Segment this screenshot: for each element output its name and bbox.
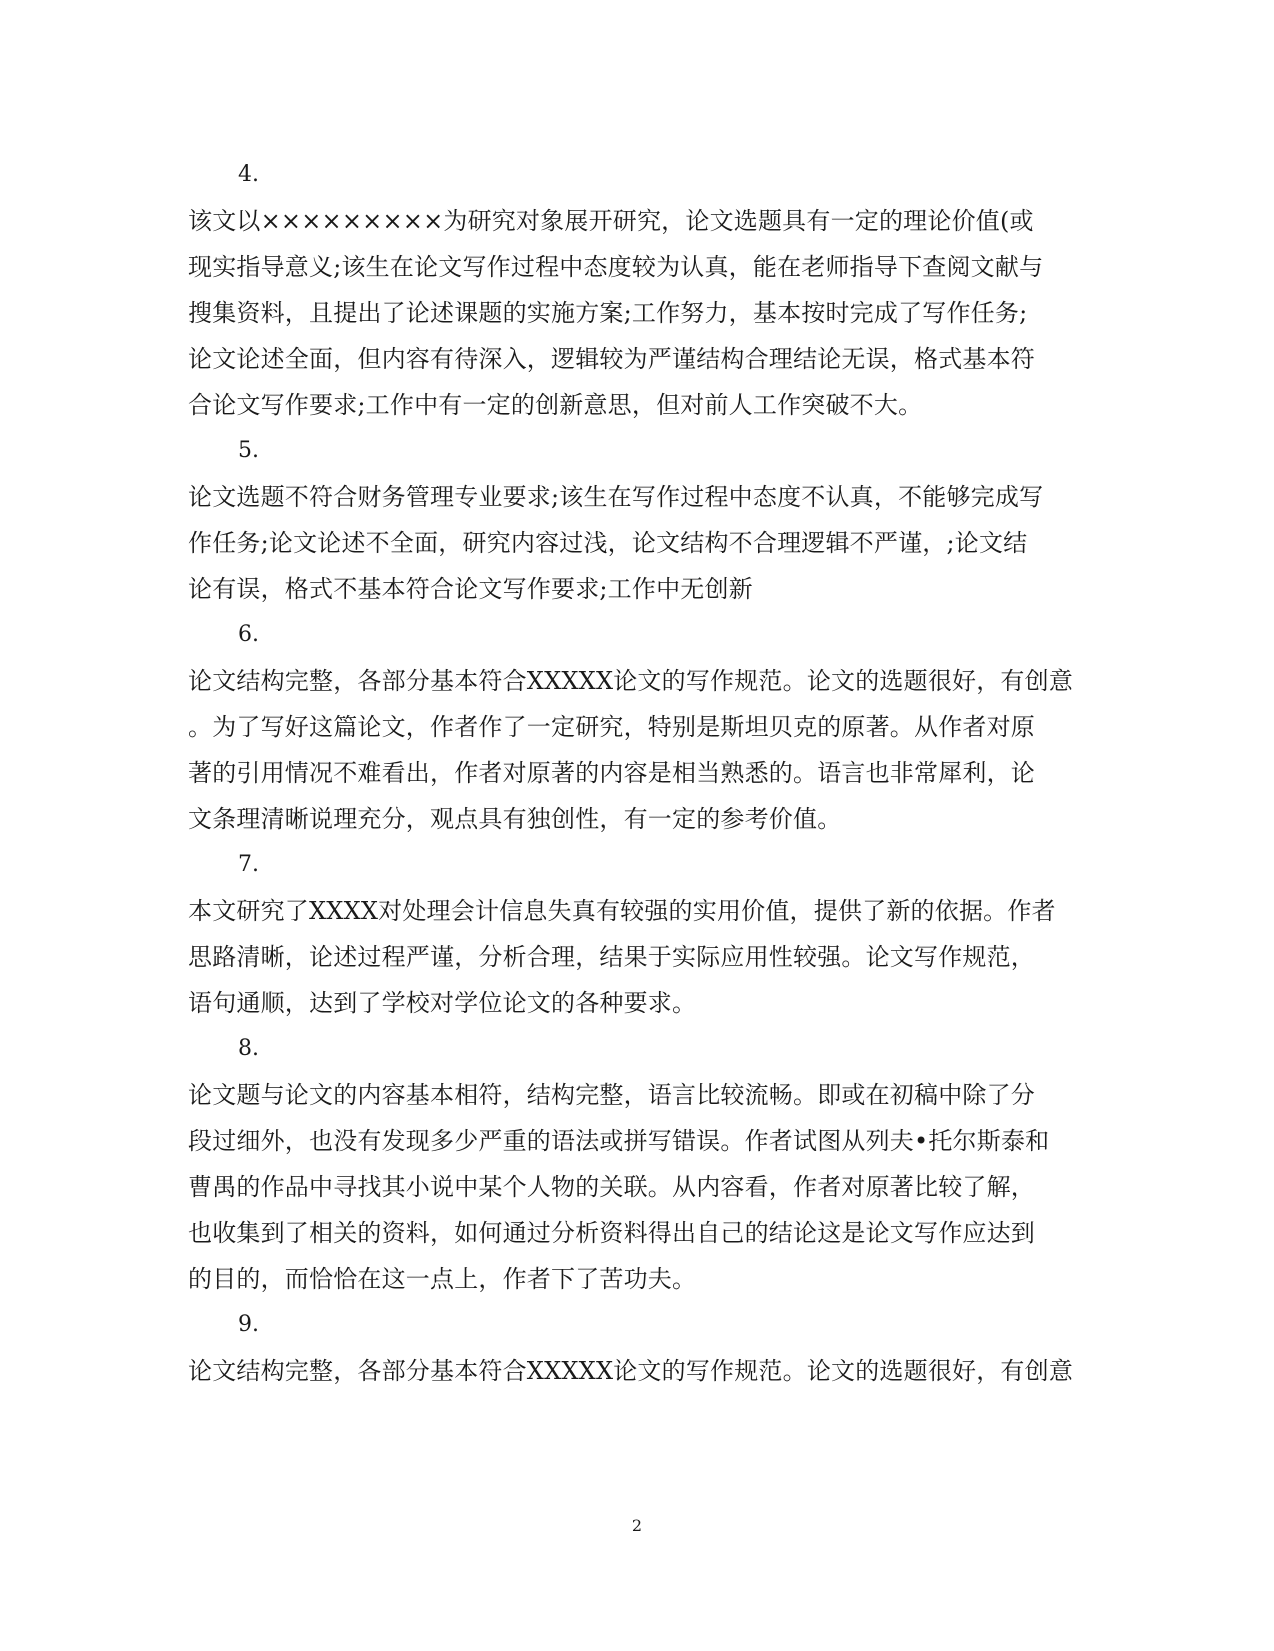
paragraph-line: 的目的，而恰恰在这一点上，作者下了苦功夫。 <box>188 1265 697 1293</box>
section-number: 5. <box>238 438 259 463</box>
paragraph-line: 也收集到了相关的资料，如何通过分析资料得出自己的结论这是论文写作应达到 <box>188 1219 1035 1247</box>
paragraph-line: 语句通顺，达到了学校对学位论文的各种要求。 <box>188 989 697 1017</box>
paragraph-line: 合论文写作要求;工作中有一定的创新意思，但对前人工作突破不大。 <box>188 391 923 419</box>
paragraph-line: 。为了写好这篇论文，作者作了一定研究，特别是斯坦贝克的原著。从作者对原 <box>188 713 1035 741</box>
paragraph-line: 论文题与论文的内容基本相符，结构完整，语言比较流畅。即或在初稿中除了分 <box>188 1081 1035 1109</box>
section-number: 6. <box>238 622 259 647</box>
page-number: 2 <box>631 1516 643 1535</box>
section-number: 9. <box>238 1312 259 1337</box>
paragraph-line: 思路清晰，论述过程严谨，分析合理，结果于实际应用性较强。论文写作规范， <box>188 943 1035 971</box>
paragraph-line: 现实指导意义;该生在论文写作过程中态度较为认真，能在老师指导下查阅文献与 <box>188 253 1044 281</box>
section-number: 4. <box>238 162 259 187</box>
paragraph-line: 段过细外，也没有发现多少严重的语法或拼写错误。作者试图从列夫•托尔斯泰和 <box>188 1127 1050 1155</box>
paragraph-line: 论文结构完整，各部分基本符合XXXXX论文的写作规范。论文的选题很好，有创意 <box>188 1357 1074 1385</box>
paragraph-line: 论有误，格式不基本符合论文写作要求;工作中无创新 <box>188 575 753 603</box>
paragraph-line: 本文研究了XXXX对处理会计信息失真有较强的实用价值，提供了新的依据。作者 <box>188 897 1056 925</box>
paragraph-line: 论文结构完整，各部分基本符合XXXXX论文的写作规范。论文的选题很好，有创意 <box>188 667 1074 695</box>
paragraph-line: 搜集资料，且提出了论述课题的实施方案;工作努力，基本按时完成了写作任务; <box>188 299 1028 327</box>
paragraph-line: 该文以×××××××××为研究对象展开研究，论文选题具有一定的理论价值(或 <box>188 207 1034 235</box>
paragraph-line: 曹禺的作品中寻找其小说中某个人物的关联。从内容看，作者对原著比较了解， <box>188 1173 1035 1201</box>
paragraph-line: 论文论述全面，但内容有待深入，逻辑较为严谨结构合理结论无误，格式基本符 <box>188 345 1035 373</box>
section-number: 7. <box>238 852 259 877</box>
paragraph-line: 作任务;论文论述不全面，研究内容过浅，论文结构不合理逻辑不严谨，;论文结 <box>188 529 1028 557</box>
paragraph-line: 文条理清晰说理充分，观点具有独创性，有一定的参考价值。 <box>188 805 842 833</box>
paragraph-line: 著的引用情况不难看出，作者对原著的内容是相当熟悉的。语言也非常犀利，论 <box>188 759 1035 787</box>
section-number: 8. <box>238 1036 259 1061</box>
paragraph-line: 论文选题不符合财务管理专业要求;该生在写作过程中态度不认真，不能够完成写 <box>188 483 1044 511</box>
